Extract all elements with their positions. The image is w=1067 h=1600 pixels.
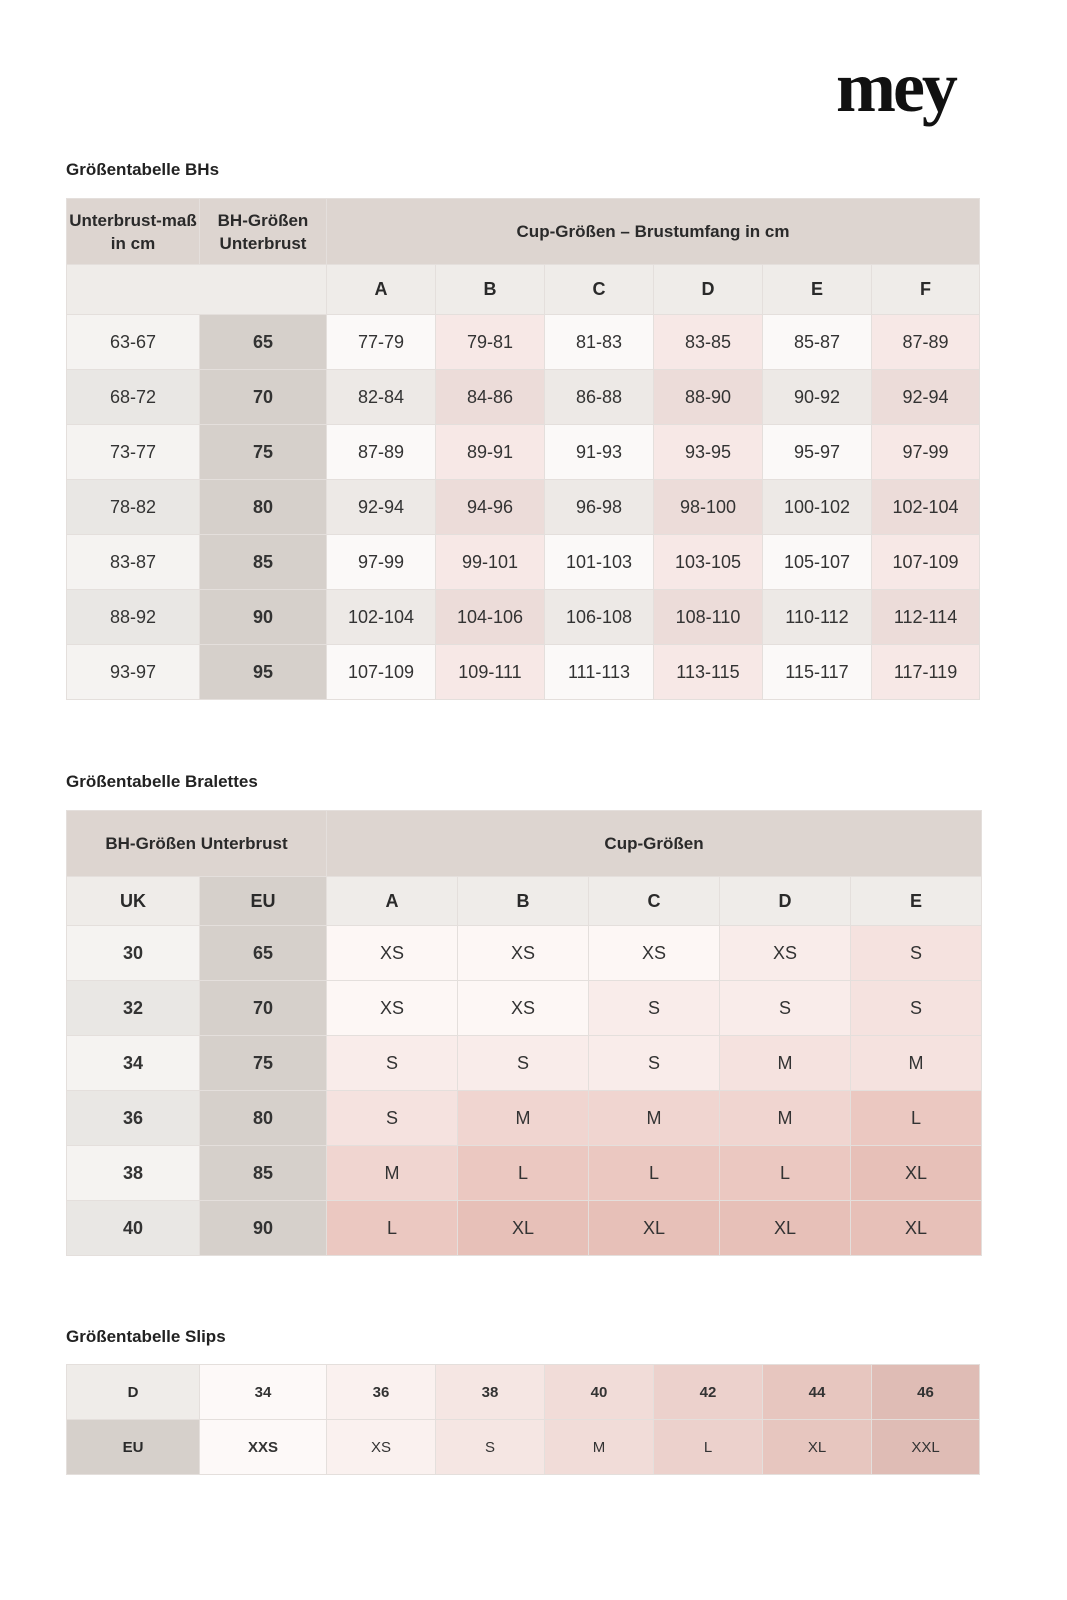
bralette-size-cell: XL [720,1201,851,1256]
bralette-size-cell: S [327,1091,458,1146]
bralette-size-cell: M [720,1091,851,1146]
bust-range-cell: 108-110 [654,590,763,645]
table-row [67,1091,982,1146]
underbust-range-cell: 63-67 [67,315,200,370]
underbust-range-cell: 68-72 [67,370,200,425]
bh-size-header: BH-Größen Unterbrust [200,199,327,265]
cup-label: A [327,265,436,315]
bralette-size-cell: XL [851,1146,982,1201]
table-row [67,590,980,645]
bust-range-cell: 111-113 [545,645,654,700]
cup-label: D [654,265,763,315]
bust-range-cell: 92-94 [872,370,980,425]
table-row [67,645,980,700]
bust-range-cell: 98-100 [654,480,763,535]
eu-size-cell: 80 [200,1091,327,1146]
bralette-size-cell: S [458,1036,589,1091]
bust-range-cell: 102-104 [327,590,436,645]
bust-range-cell: 87-89 [327,425,436,480]
bust-range-cell: 101-103 [545,535,654,590]
bralette-size-cell: L [327,1201,458,1256]
bralette-size-table [66,810,982,1256]
bust-range-cell: 87-89 [872,315,980,370]
bh-size-cell: 80 [200,480,327,535]
uk-size-cell: 40 [67,1201,200,1256]
table-row [67,315,980,370]
eu-size-cell: 85 [200,1146,327,1201]
bralette-table-title: Größentabelle Bralettes [66,772,258,791]
cup-label: C [545,265,654,315]
cup-label: F [872,265,980,315]
bh-size-cell: 75 [200,425,327,480]
cup-label: C [589,877,720,926]
bust-range-cell: 79-81 [436,315,545,370]
bh-size-cell: 70 [200,370,327,425]
cup-header-blank [67,265,327,315]
bralette-size-cell: M [720,1036,851,1091]
slip-eu-size-cell: L [654,1420,763,1475]
bralette-size-cell: S [589,1036,720,1091]
bralette-size-cell: S [851,926,982,981]
bust-range-cell: 102-104 [872,480,980,535]
cup-label: D [720,877,851,926]
bh-size-cell: 85 [200,535,327,590]
slip-eu-size-cell: XS [327,1420,436,1475]
bralette-size-cell: L [458,1146,589,1201]
slip-eu-size-cell: XXS [200,1420,327,1475]
bust-range-cell: 81-83 [545,315,654,370]
bralette-size-cell: M [851,1036,982,1091]
slip-eu-label: EU [67,1420,200,1475]
bust-range-cell: 107-109 [872,535,980,590]
bust-range-cell: 89-91 [436,425,545,480]
bralette-size-cell: XS [327,981,458,1036]
bust-range-cell: 110-112 [763,590,872,645]
bust-range-cell: 84-86 [436,370,545,425]
bh-size-cell: 65 [200,315,327,370]
bralette-size-cell: L [851,1091,982,1146]
bust-range-cell: 77-79 [327,315,436,370]
bust-range-cell: 83-85 [654,315,763,370]
bralette-size-cell: S [327,1036,458,1091]
cup-label: B [436,265,545,315]
bralette-size-cell: XL [589,1201,720,1256]
slip-d-size-cell: 42 [654,1365,763,1420]
underbust-range-cell: 73-77 [67,425,200,480]
bust-range-cell: 105-107 [763,535,872,590]
bust-range-cell: 90-92 [763,370,872,425]
underbust-range-cell: 93-97 [67,645,200,700]
bralette-size-cell: XS [458,981,589,1036]
bralette-size-cell: XL [458,1201,589,1256]
table-row [67,1365,980,1420]
slip-eu-size-cell: XL [763,1420,872,1475]
table-row [67,370,980,425]
table-row [67,1146,982,1201]
bust-range-cell: 85-87 [763,315,872,370]
slip-eu-size-cell: XXL [872,1420,980,1475]
cup-size-header: Cup-Größen – Brustumfang in cm [327,199,980,265]
cup-label: B [458,877,589,926]
slip-table-title: Größentabelle Slips [66,1327,226,1346]
slip-d-size-cell: 34 [200,1365,327,1420]
underbust-range-cell: 78-82 [67,480,200,535]
eu-size-cell: 75 [200,1036,327,1091]
bh-size-cell: 90 [200,590,327,645]
slip-d-size-cell: 44 [763,1365,872,1420]
slip-d-size-cell: 46 [872,1365,980,1420]
bralette-size-cell: M [589,1091,720,1146]
bust-range-cell: 99-101 [436,535,545,590]
slip-d-label: D [67,1365,200,1420]
bust-range-cell: 97-99 [327,535,436,590]
bust-range-cell: 103-105 [654,535,763,590]
uk-label: UK [67,877,200,926]
bust-range-cell: 94-96 [436,480,545,535]
table-row [67,1420,980,1475]
bust-range-cell: 93-95 [654,425,763,480]
bust-range-cell: 97-99 [872,425,980,480]
bralette-size-cell: M [458,1091,589,1146]
table-row [67,425,980,480]
slip-d-size-cell: 40 [545,1365,654,1420]
slip-eu-size-cell: S [436,1420,545,1475]
table-row [67,1201,982,1256]
bust-range-cell: 96-98 [545,480,654,535]
underbust-header: Unterbrust-maß in cm [67,199,200,265]
bh-table-title: Größentabelle BHs [66,160,220,179]
bust-range-cell: 88-90 [654,370,763,425]
table-row [67,480,980,535]
bust-range-cell: 95-97 [763,425,872,480]
bralette-size-cell: XS [327,926,458,981]
bust-range-cell: 112-114 [872,590,980,645]
slip-eu-size-cell: M [545,1420,654,1475]
bust-range-cell: 91-93 [545,425,654,480]
uk-size-cell: 32 [67,981,200,1036]
bust-range-cell: 100-102 [763,480,872,535]
uk-size-cell: 30 [67,926,200,981]
bralette-size-cell: S [851,981,982,1036]
bh-size-cell: 95 [200,645,327,700]
bralette-size-cell: S [589,981,720,1036]
slip-d-size-cell: 38 [436,1365,545,1420]
eu-size-cell: 90 [200,1201,327,1256]
bralette-cup-header: Cup-Größen [327,811,982,877]
bust-range-cell: 86-88 [545,370,654,425]
bust-range-cell: 113-115 [654,645,763,700]
table-row [67,981,982,1036]
eu-size-cell: 70 [200,981,327,1036]
bralette-size-cell: XS [720,926,851,981]
uk-size-cell: 38 [67,1146,200,1201]
bust-range-cell: 82-84 [327,370,436,425]
bust-range-cell: 109-111 [436,645,545,700]
bust-range-cell: 117-119 [872,645,980,700]
bust-range-cell: 92-94 [327,480,436,535]
slip-size-table [66,1364,980,1475]
bralette-size-cell: XS [589,926,720,981]
underbust-range-cell: 88-92 [67,590,200,645]
eu-label: EU [200,877,327,926]
bust-range-cell: 104-106 [436,590,545,645]
cup-label: E [851,877,982,926]
cup-label: E [763,265,872,315]
bh-size-table [66,198,980,700]
bust-range-cell: 107-109 [327,645,436,700]
table-row [67,1036,982,1091]
bralette-size-cell: XL [851,1201,982,1256]
bralette-size-cell: XS [458,926,589,981]
bralette-size-cell: M [327,1146,458,1201]
bust-range-cell: 115-117 [763,645,872,700]
bralette-size-cell: L [720,1146,851,1201]
cup-label: A [327,877,458,926]
table-row [67,535,980,590]
eu-size-cell: 65 [200,926,327,981]
underbust-range-cell: 83-87 [67,535,200,590]
uk-size-cell: 36 [67,1091,200,1146]
bralette-size-header: BH-Größen Unterbrust [67,811,327,877]
bralette-size-cell: L [589,1146,720,1201]
brand-logo: mey [836,47,955,127]
bust-range-cell: 106-108 [545,590,654,645]
slip-d-size-cell: 36 [327,1365,436,1420]
table-row [67,926,982,981]
uk-size-cell: 34 [67,1036,200,1091]
bralette-size-cell: S [720,981,851,1036]
